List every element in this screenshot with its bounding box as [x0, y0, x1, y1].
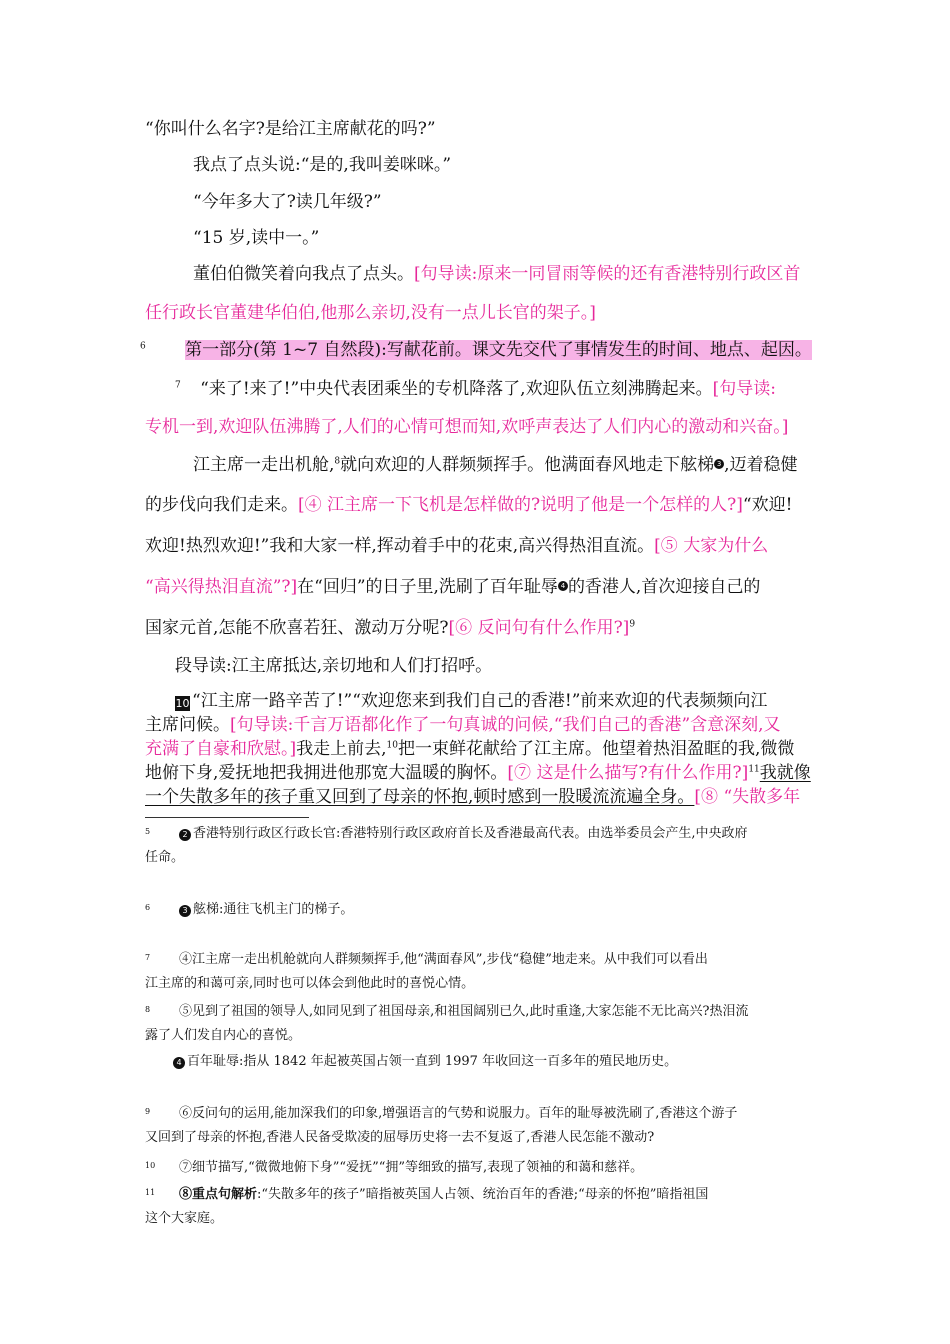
footnote — [145, 946, 809, 996]
footnote-divider — [145, 817, 309, 818]
footnote-number: 8 — [145, 1005, 151, 1014]
footnote — [173, 1050, 837, 1074]
footnote-text: 露了人们发自内心的喜悦。 — [145, 1028, 302, 1043]
footnote — [145, 1181, 809, 1231]
footnote-ref: 9 — [629, 619, 636, 630]
paragraph-line — [145, 738, 809, 760]
text: 江主席一走出机舱, — [193, 455, 335, 475]
footnote — [145, 1100, 809, 1150]
paragraph-line — [145, 576, 809, 598]
text: ,迈着稳健 — [724, 455, 798, 475]
text: 段导读:江主席抵达,亲切地和人们打招呼。 — [175, 656, 493, 676]
footnote — [145, 896, 809, 922]
text: 的步伐向我们走来。 — [145, 495, 298, 515]
paragraph-line — [175, 690, 839, 712]
footnote-ref: 6 — [140, 341, 146, 352]
section-summary — [140, 339, 812, 361]
text: 任行政长官董建华伯伯,他那么亲切,没有一点儿长官的架子。] — [145, 303, 596, 323]
sentence-guide-annotation: [句导读:原来一同冒雨等候的还有香港特别行政区首 — [414, 264, 801, 284]
text: “你叫什么名字?是给江主席献花的吗?” — [145, 119, 436, 139]
sentence-guide-annotation — [145, 416, 809, 438]
sentence-guide-annotation: [句导读: — [712, 379, 776, 399]
text: “15 岁,读中一。” — [193, 228, 320, 248]
footnote — [145, 820, 809, 870]
footnote-marker: 3 — [714, 459, 724, 469]
paragraph-line — [175, 378, 839, 400]
text: 董伯伯微笑着向我点了点头。 — [193, 264, 414, 284]
dialogue-line — [193, 191, 857, 213]
footnote-number: 11 — [145, 1188, 156, 1197]
footnote-ref: 11 — [748, 764, 760, 775]
footnote-text: 任命。 — [145, 850, 185, 865]
paragraph-line — [193, 263, 857, 285]
footnote — [145, 998, 809, 1048]
footnote-text: ⑥反问句的运用,能加深我们的印象,增强语言的气势和说服力。百年的耻辱被洗刷了,香港这个游子 — [179, 1106, 738, 1121]
footnote-text: ⑦细节描写,“微微地俯下身”“爱抚”“拥”等细致的描写,表现了领袖的和蔼和慈祥。 — [179, 1160, 644, 1175]
footnote-text: 舷梯:通往飞机主门的梯子。 — [193, 902, 354, 917]
footnote-text: 这个大家庭。 — [145, 1211, 224, 1226]
footnote-text: 又回到了母亲的怀抱,香港人民备受欺凌的屈辱历史将一去不复返了,香港人民怎能不激动? — [145, 1130, 655, 1145]
paragraph-line — [193, 454, 857, 476]
text: 地俯下身,爱抚地把我拥进他那宽大温暖的胸怀。 — [145, 763, 508, 783]
text: “江主席一路辛苦了!”“欢迎您来到我们自己的香港!”前来欢迎的代表频频向江 — [192, 691, 768, 711]
text: 我走上前去, — [296, 739, 387, 759]
text: “来了!来了!”中央代表团乘坐的专机降落了,欢迎队伍立刻沸腾起来。 — [200, 379, 713, 399]
question-annotation: [⑥ 反问句有什么作用?] — [448, 618, 630, 638]
footnote-text: :“失散多年的孩子”暗指被英国人占领、统治百年的香港;“母亲的怀抱”暗指祖国 — [257, 1187, 709, 1202]
footnote-marker: 3 — [179, 905, 191, 917]
footnote-marker: 2 — [179, 829, 191, 841]
footnote-text: ⑤见到了祖国的领导人,如同见到了祖国母亲,和祖国阔别已久,此时重逢,大家怎能不无比高兴?热泪流 — [179, 1004, 749, 1019]
paragraph-line — [145, 714, 809, 736]
text: “今年多大了?读几年级?” — [193, 192, 382, 212]
dialogue-line — [145, 118, 809, 140]
footnote-number: 9 — [145, 1107, 151, 1116]
highlighted-summary: 第一部分(第 1~7 自然段):写献花前。课文先交代了事情发生的时间、地点、起因。 — [185, 340, 812, 360]
question-annotation: [⑦ 这是什么描写?有什么作用?] — [507, 763, 749, 783]
paragraph-line — [145, 786, 809, 808]
paragraph-line — [145, 535, 809, 557]
footnote-text: ④江主席一走出机舱就向人群频频挥手,他“满面春风”,步伐“稳健”地走来。从中我们可以看出 — [179, 952, 708, 967]
text: 把一束鲜花献给了江主席。他望着热泪盈眶的我,微微 — [398, 739, 795, 759]
text: 专机一到,欢迎队伍沸腾了,人们的心情可想而知,欢呼声表达了人们内心的激动和兴奋。] — [145, 417, 789, 437]
footnote-text: 百年耻辱:指从 1842 年起被英国占领一直到 1997 年收回这一百多年的殖民地历史。 — [187, 1054, 678, 1069]
dialogue-line — [193, 227, 857, 249]
footnote-marker: 4 — [173, 1057, 185, 1069]
question-annotation: “高兴得热泪直流”?] — [145, 577, 298, 597]
text: 就向欢迎的人群频频挥手。他满面春风地走下舷梯 — [340, 455, 715, 475]
footnote-text: 江主席的和蔼可亲,同时也可以体会到他此时的喜悦心情。 — [145, 976, 475, 991]
paragraph-number: 10 — [175, 697, 190, 710]
footnote-ref: 10 — [386, 740, 398, 751]
footnote-number: 5 — [145, 827, 151, 836]
question-annotation: [⑧ “失散多年 — [694, 787, 801, 807]
footnote-text: 香港特别行政区行政长官:香港特别行政区政府首长及香港最高代表。由选举委员会产生,中央政府 — [193, 826, 748, 841]
text: 在“回归”的日子里,洗刷了百年耻辱 — [297, 577, 558, 597]
paragraph-line — [145, 494, 809, 516]
underlined-key-sentence: 我就像 — [759, 763, 811, 783]
text: 国家元首,怎能不欣喜若狂、激动万分呢? — [145, 618, 449, 638]
paragraph-line — [145, 762, 809, 784]
dialogue-line — [193, 154, 857, 176]
question-annotation: [⑤ 大家为什么 — [654, 536, 769, 556]
text: 的香港人,首次迎接自己的 — [567, 577, 761, 597]
paragraph-line — [145, 617, 809, 639]
footnote-number: 6 — [145, 903, 151, 912]
footnote-number: 7 — [145, 953, 151, 962]
question-annotation: [④ 江主席一下飞机是怎样做的?说明了他是一个怎样的人?] — [298, 495, 743, 515]
sentence-guide-annotation: [句导读:千言万语都化作了一句真诚的问候,“我们自己的香港”含意深刻,又 — [230, 715, 781, 735]
footnote-marker: 4 — [558, 581, 568, 591]
text: 我点了点头说:“是的,我叫姜咪咪。” — [193, 155, 452, 175]
underlined-key-sentence: 一个失散多年的孩子重又回到了母亲的怀抱,顿时感到一股暖流流遍全身。 — [145, 787, 695, 807]
footnote-ref: 8 — [334, 456, 341, 467]
text: 主席问候。 — [145, 715, 230, 735]
footnote-number: 10 — [145, 1161, 156, 1170]
text: 欢迎!热烈欢迎!”我和大家一样,挥动着手中的花束,高兴得热泪直流。 — [145, 536, 655, 556]
footnote — [145, 1154, 809, 1180]
sentence-guide-annotation — [145, 302, 809, 324]
paragraph-guide — [175, 655, 839, 677]
sentence-guide-annotation: 充满了自豪和欣慰。] — [145, 739, 297, 759]
text: “欢迎! — [742, 495, 793, 515]
footnote-ref: 7 — [175, 380, 181, 391]
key-sentence-label: ⑧重点句解析 — [179, 1187, 258, 1202]
